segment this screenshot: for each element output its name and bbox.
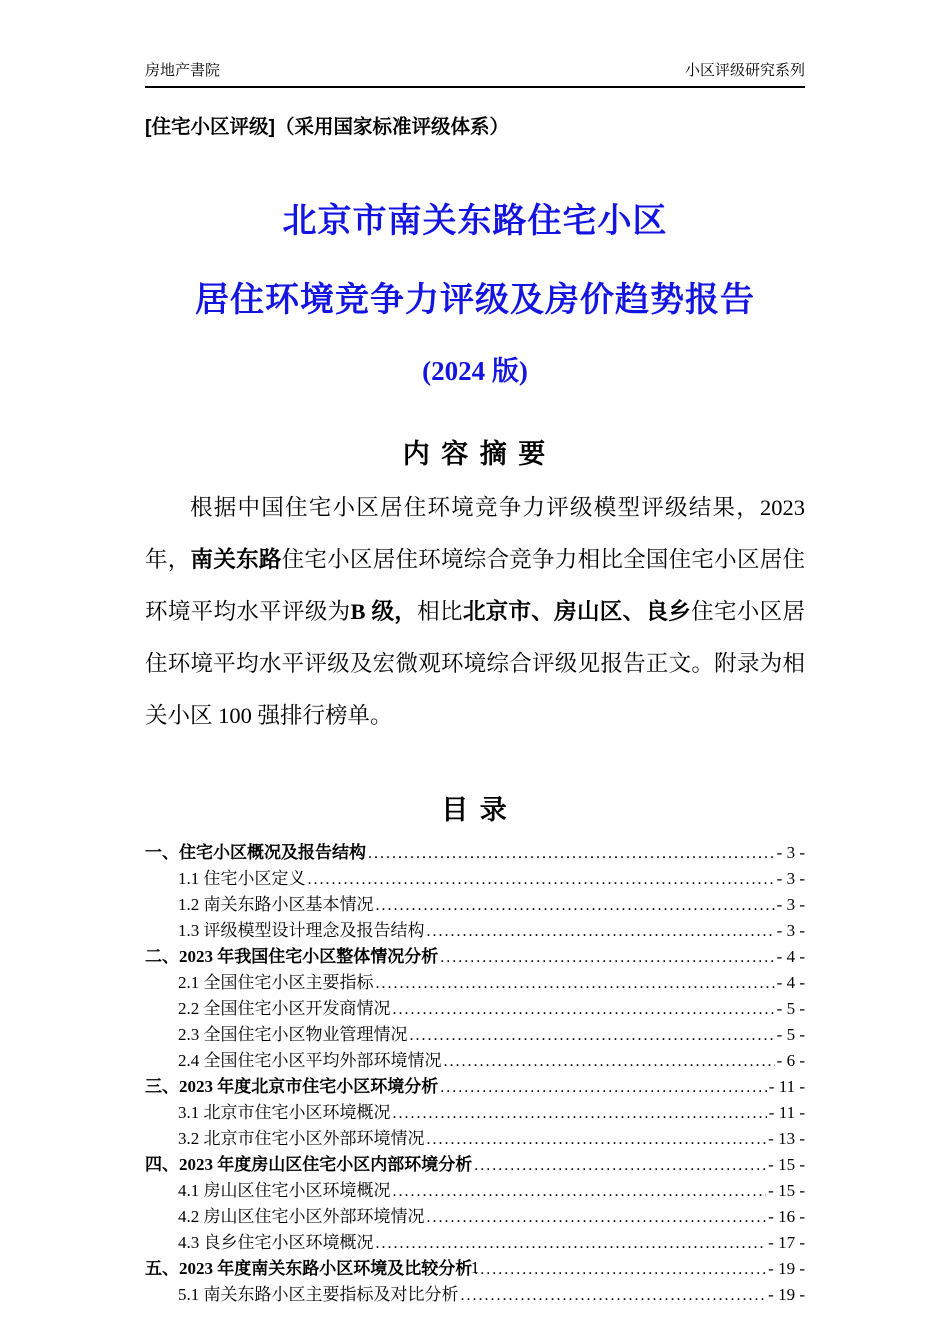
toc-item[interactable] xyxy=(145,1230,805,1256)
toc-item[interactable] xyxy=(145,1152,805,1178)
abstract-segment: 住宅小区居住环境综合竞争力相比全国住宅小区居住环境平均水平评级为 xyxy=(145,547,805,624)
report-title-block xyxy=(145,193,805,388)
toc-item[interactable] xyxy=(145,918,805,944)
toc-leader-dots xyxy=(308,867,775,892)
running-header xyxy=(145,0,805,88)
toc-leader-dots xyxy=(461,1283,767,1308)
report-title-line-2: 居住环境竞争力评级及房价趋势报告 xyxy=(195,282,755,319)
header-right-text: 小区评级研究系列 xyxy=(684,62,805,79)
toc-page-number: - 11 - xyxy=(768,1103,805,1122)
header-left-text: 房地产書院 xyxy=(145,62,221,79)
toc-page-number: - 5 - xyxy=(776,999,805,1018)
toc-leader-dots xyxy=(376,893,775,918)
toc-item-label: 三、2023 年度北京市住宅小区环境分析 xyxy=(145,1077,439,1096)
toc-page-number: - 15 - xyxy=(768,1155,805,1174)
toc-item[interactable] xyxy=(145,892,805,918)
report-title-edition: (2024 版) xyxy=(422,356,528,386)
toc-item[interactable] xyxy=(145,1074,805,1100)
toc-item-label: 2.2 全国住宅小区开发商情况 xyxy=(178,999,391,1018)
toc-page-number: - 15 - xyxy=(768,1181,805,1200)
abstract-paragraph xyxy=(145,482,805,742)
toc-list xyxy=(145,840,805,1308)
toc-leader-dots xyxy=(474,1153,766,1178)
toc-item-label: 2.4 全国住宅小区平均外部环境情况 xyxy=(178,1051,442,1070)
toc-item-label: 4.2 房山区住宅小区外部环境情况 xyxy=(178,1207,425,1226)
toc-page-number: - 11 - xyxy=(768,1077,805,1096)
toc-item-label: 1.2 南关东路小区基本情况 xyxy=(178,895,374,914)
toc-item[interactable] xyxy=(145,1100,805,1126)
report-title-line-1: 北京市南关东路住宅小区 xyxy=(282,203,668,240)
toc-item[interactable] xyxy=(145,840,805,866)
toc-item-label: 一、住宅小区概况及报告结构 xyxy=(145,843,366,862)
toc-item-label: 4.1 房山区住宅小区环境概况 xyxy=(178,1181,391,1200)
abstract-segment: 北京市、房山区、良乡 xyxy=(462,599,692,624)
toc-page-number: - 3 - xyxy=(776,843,805,862)
toc-leader-dots xyxy=(393,1179,767,1204)
toc-leader-dots xyxy=(440,1075,767,1100)
abstract-segment: 相比 xyxy=(417,599,463,624)
toc-page-number: - 5 - xyxy=(776,1025,805,1044)
toc-page-number: - 3 - xyxy=(776,869,805,888)
toc-item[interactable] xyxy=(145,1178,805,1204)
toc-item-label: 五、2023 年度南关东路小区环境及比较分析 xyxy=(145,1259,473,1278)
toc-item[interactable] xyxy=(145,866,805,892)
toc-page-number: - 6 - xyxy=(776,1051,805,1070)
abstract-heading: 内 容 摘 要 xyxy=(402,439,548,469)
toc-leader-dots xyxy=(410,1023,775,1048)
toc-page-number: - 13 - xyxy=(768,1129,805,1148)
toc-item-label: 2.3 全国住宅小区物业管理情况 xyxy=(178,1025,408,1044)
toc-item[interactable] xyxy=(145,1048,805,1074)
toc-leader-dots xyxy=(393,1101,767,1126)
toc-page-number: - 4 - xyxy=(776,947,805,966)
toc-item[interactable] xyxy=(145,970,805,996)
abstract-segment: B 级， xyxy=(350,599,418,624)
toc-page-number: - 16 - xyxy=(768,1207,805,1226)
toc-item[interactable] xyxy=(145,1204,805,1230)
toc-leader-dots xyxy=(444,1049,775,1074)
toc-item[interactable] xyxy=(145,1282,805,1308)
toc-item[interactable] xyxy=(145,996,805,1022)
toc-leader-dots xyxy=(376,971,775,996)
toc-page-number: - 19 - xyxy=(768,1259,805,1278)
toc-item-label: 5.1 南关东路小区主要指标及对比分析 xyxy=(178,1285,459,1304)
toc-item-label: 四、2023 年度房山区住宅小区内部环境分析 xyxy=(145,1155,473,1174)
report-tagline: [住宅小区评级]（采用国家标准评级体系） xyxy=(145,116,509,138)
toc-leader-dots xyxy=(376,1231,767,1256)
toc-leader-dots xyxy=(427,1127,767,1152)
toc-heading: 目 录 xyxy=(441,795,509,825)
abstract-segment: 南关东路 xyxy=(190,547,282,572)
toc-leader-dots xyxy=(440,945,774,970)
toc-item-label: 1.1 住宅小区定义 xyxy=(178,869,306,888)
toc-page-number: - 3 - xyxy=(776,895,805,914)
toc-item-label: 1.3 评级模型设计理念及报告结构 xyxy=(178,921,425,940)
toc-item-label: 3.2 北京市住宅小区外部环境情况 xyxy=(178,1129,425,1148)
toc-item-label: 二、2023 年我国住宅小区整体情况分析 xyxy=(145,947,439,966)
page-number-footer: 1 xyxy=(470,1258,480,1277)
toc-item[interactable] xyxy=(145,1022,805,1048)
abstract-segment: 根据中国住宅小区居住环境竞争力评级模型评级结果，2023 年， xyxy=(145,495,805,572)
toc-item[interactable] xyxy=(145,944,805,970)
toc-item-label: 4.3 良乡住宅小区环境概况 xyxy=(178,1233,374,1252)
toc-page-number: - 19 - xyxy=(768,1285,805,1304)
toc-leader-dots xyxy=(427,1205,767,1230)
abstract-segment: 住宅小区居住环境平均水平评级及宏微观环境综合评级见报告正文。附录为相关小区 100 强排行榜单。 xyxy=(145,599,805,728)
toc-item[interactable] xyxy=(145,1126,805,1152)
toc-page-number: - 3 - xyxy=(776,921,805,940)
toc-leader-dots xyxy=(368,841,775,866)
toc-page-number: - 4 - xyxy=(776,973,805,992)
toc-leader-dots xyxy=(427,919,775,944)
toc-item-label: 2.1 全国住宅小区主要指标 xyxy=(178,973,374,992)
toc-leader-dots xyxy=(393,997,775,1022)
toc-page-number: - 17 - xyxy=(768,1233,805,1252)
toc-item-label: 3.1 北京市住宅小区环境概况 xyxy=(178,1103,391,1122)
